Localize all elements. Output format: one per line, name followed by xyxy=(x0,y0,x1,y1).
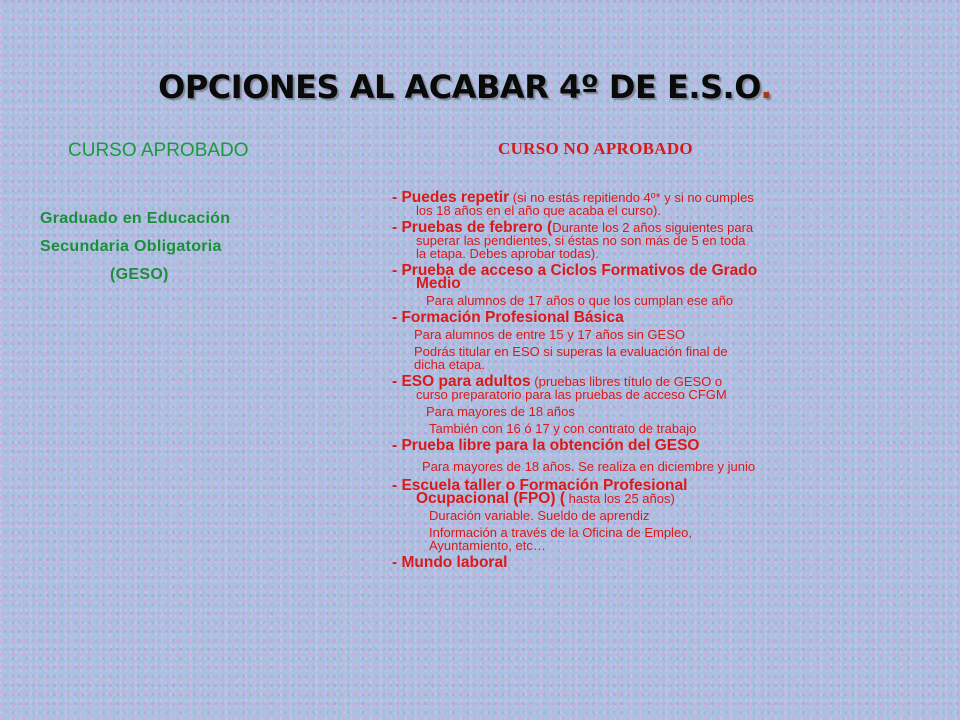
option-note: Para mayores de 18 años. Se realiza en diciembre y junio xyxy=(422,459,756,474)
option-head: - ESO para adultos xyxy=(392,373,531,390)
option-head: - Formación Profesional Básica xyxy=(392,309,624,326)
option-note-line: dicha etapa. xyxy=(414,357,485,372)
option-detail: curso preparatorio para las pruebas de acceso CFGM xyxy=(416,387,727,402)
option-workshop-school xyxy=(392,479,862,505)
option-head: - Pruebas de febrero ( xyxy=(392,219,553,236)
option-repeat xyxy=(392,191,862,217)
option-detail: superar las pendientes, si éstas no son más de 5 en toda xyxy=(416,233,746,248)
option-detail: Durante los 2 años siguientes para xyxy=(552,220,754,235)
option-note-line: Ayuntamiento, etc… xyxy=(429,538,546,553)
title-text: OPCIONES AL ACABAR 4º DE E.S.O xyxy=(158,68,761,106)
option-note xyxy=(392,526,862,552)
option-head: - Puedes repetir xyxy=(392,189,510,206)
option-head: - Escuela taller o Formación Profesional xyxy=(392,477,688,494)
option-note: También con 16 ó 17 y con contrato de trabajo xyxy=(429,421,697,436)
option-head: - Prueba libre para la obtención del GESO xyxy=(392,437,700,454)
option-head: Medio xyxy=(416,275,461,292)
option-head: - Prueba de acceso a Ciclos Formativos de Grado xyxy=(392,262,758,279)
option-note: Para alumnos de 17 años o que los cumplan ese año xyxy=(426,293,734,308)
option-note: Para mayores de 18 años xyxy=(426,404,575,419)
approved-heading: CURSO APROBADO xyxy=(68,140,249,161)
option-february-exams xyxy=(392,221,862,260)
option-note-line: Información a través de la Oficina de Empleo, xyxy=(429,525,693,540)
page-title xyxy=(0,68,930,106)
option-detail: (si no estás repitiendo 4º* y si no cumples xyxy=(509,190,754,205)
option-detail: hasta los 25 años) xyxy=(564,491,675,506)
option-access-exam xyxy=(392,264,862,290)
option-head: - Mundo laboral xyxy=(392,554,508,571)
approved-line-1: Graduado en Educación xyxy=(40,210,231,227)
not-approved-heading: CURSO NO APROBADO xyxy=(498,139,693,158)
approved-line-2: Secundaria Obligatoria xyxy=(40,238,222,255)
option-note-line: Podrás titular en ESO si superas la evaluación final de xyxy=(414,344,728,359)
option-detail: (pruebas libres título de GESO o xyxy=(530,374,723,389)
option-fp-basica xyxy=(392,311,862,324)
option-note xyxy=(392,345,862,371)
approved-line-3: (GESO) xyxy=(110,266,169,283)
option-job-market xyxy=(392,556,862,569)
option-free-exam xyxy=(392,439,862,452)
option-detail: la etapa. Debes aprobar todas). xyxy=(416,246,599,261)
approved-outcome xyxy=(40,205,290,289)
option-note: Duración variable. Sueldo de aprendiz xyxy=(429,508,650,523)
option-detail: los 18 años en el año que acaba el curso). xyxy=(416,203,662,218)
option-note: Para alumnos de entre 15 y 17 años sin GESO xyxy=(414,327,685,342)
title-dot: . xyxy=(760,68,772,106)
not-approved-options xyxy=(392,191,862,573)
option-eso-adults xyxy=(392,375,862,401)
option-head: Ocupacional (FPO) ( xyxy=(416,490,565,507)
